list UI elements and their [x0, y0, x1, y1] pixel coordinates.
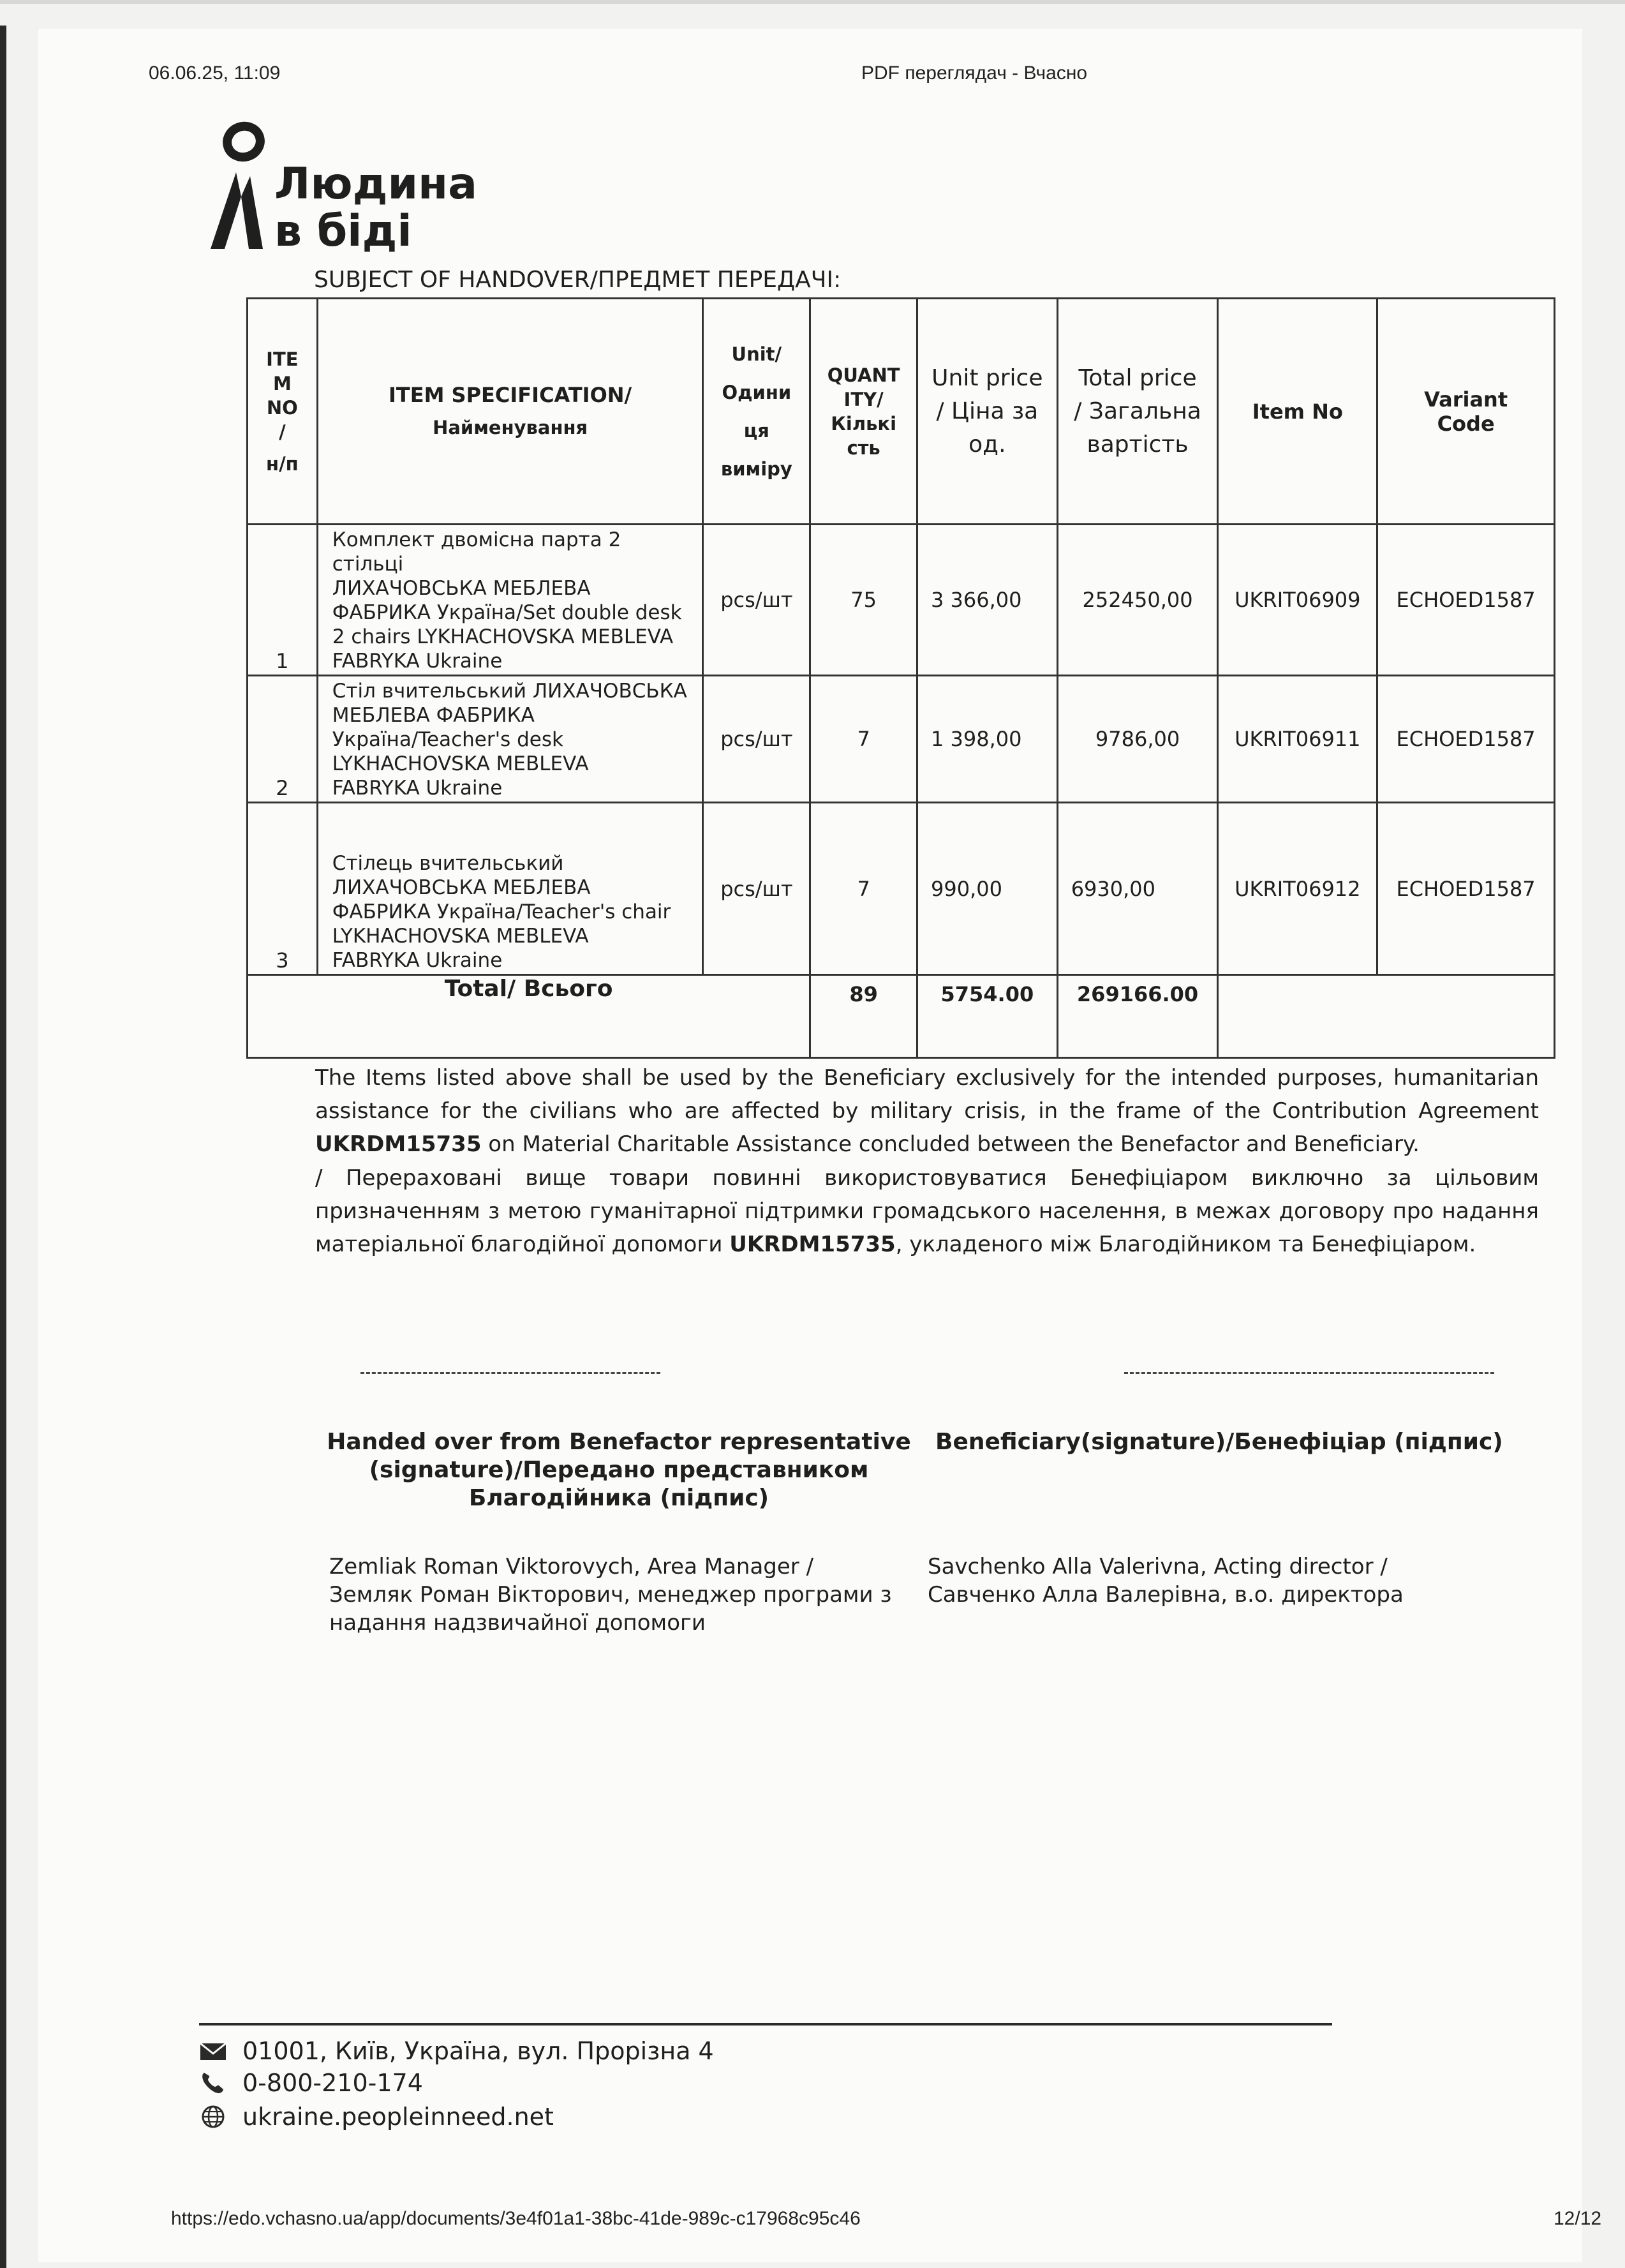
row-quantity: 7: [810, 803, 917, 975]
phone-icon: [199, 2070, 227, 2096]
agreement-number: UKRDM15735: [729, 1232, 896, 1257]
header-quantity: QUANT ITY/ Кількі сть: [810, 299, 917, 525]
signature-line-benefactor: [360, 1372, 660, 1374]
row-total-price: 6930,00: [1057, 803, 1218, 975]
contact-website[interactable]: ukraine.peopleinneed.net: [199, 2103, 554, 2131]
usage-terms-english: The Items listed above shall be used by the Beneficiary exclusively for the intended purposes, humanitarian assistance for the civilians who are affected by military crisis, in the frame of the Contribution Agreement UKRDM15735 on Material Charitable Assistance concluded between the Benefactor and Beneficiary.: [315, 1065, 1539, 1157]
table-row: [248, 525, 1555, 676]
row-item-code: UKRIT06909: [1218, 525, 1377, 676]
person-logo-icon: [191, 121, 274, 262]
row-total-price: 9786,00: [1057, 676, 1218, 803]
beneficiary-representative-name: Savchenko Alla Valerivna, Acting director / Савченко Алла Валерівна, в.о. директора: [928, 1554, 1404, 1608]
logo-wordmark: [274, 161, 477, 255]
table-header-row: [248, 299, 1555, 525]
header-total-price: Total price / Загальна вартість: [1057, 299, 1218, 525]
total-empty-cell: [1218, 975, 1555, 1058]
row-description: Комплект двомісна парта 2 стільці ЛИХАЧОВСЬКА МЕБЛЕВА ФАБРИКА Україна/Set double desk 2 chairs LYKHACHOVSKA MEBLEVA FABRYKA Ukraine: [317, 525, 703, 676]
items-table: [246, 297, 1555, 1059]
table-row: [248, 676, 1555, 803]
contact-address: 01001, Київ, Україна, вул. Прорізна 4: [199, 2037, 714, 2065]
organization-logo: [191, 121, 478, 268]
row-variant-code: ECHOED1587: [1377, 676, 1555, 803]
print-page-number: 12/12: [1554, 2208, 1602, 2229]
total-price: 269166.00: [1057, 975, 1218, 1058]
header-item-code: Item No: [1218, 299, 1377, 525]
usage-terms-ukrainian: / Перераховані вище товари повинні використовуватися Бенефіціаром виключно за цільовим призначенням з метою гуманітарної підтримки громадського населення, в межах договору про надання матеріальної благодійної допомоги UKRDM15735, укладеного між Благодійником та Бенефіціаром.: [315, 1165, 1539, 1257]
scan-edge-left: [0, 26, 6, 2268]
row-item-code: UKRIT06912: [1218, 803, 1377, 975]
row-quantity: 7: [810, 676, 917, 803]
row-item-code: UKRIT06911: [1218, 676, 1377, 803]
row-unit-price: 1 398,00: [917, 676, 1058, 803]
benefactor-signature-caption: Handed over from Benefactor representative (signature)/Передано представником Благодійника (підпис): [327, 1429, 911, 1511]
row-description: Стілець вчительський ЛИХАЧОВСЬКА МЕБЛЕВА ФАБРИКА Україна/Teacher's chair LYKHACHOVSKA MEBLEVA FABRYKA Ukraine: [317, 803, 703, 975]
section-title: SUBJECT OF HANDOVER/ПРЕДМЕТ ПЕРЕДАЧІ:: [314, 267, 842, 293]
row-quantity: 75: [810, 525, 917, 676]
print-datetime: 06.06.25, 11:09: [149, 63, 281, 84]
print-document-url: https://edo.vchasno.ua/app/documents/3e4f01a1-38bc-41de-989c-c17968c95c46: [171, 2208, 861, 2229]
table-row: [248, 803, 1555, 975]
envelope-icon: [199, 2038, 227, 2064]
header-item-specification: ITEM SPECIFICATION/ Найменування: [317, 299, 703, 525]
row-number: 1: [248, 525, 318, 676]
total-unit-price: 5754.00: [917, 975, 1058, 1058]
benefactor-representative-name: Zemliak Roman Viktorovych, Area Manager / Земляк Роман Вікторович, менеджер програми з надання надзвичайної допомоги: [329, 1554, 892, 1636]
beneficiary-signature-caption: Beneficiary(signature)/Бенефіціар (підпис): [935, 1429, 1503, 1455]
contact-phone: 0-800-210-174: [199, 2069, 423, 2097]
scan-edge-top: [0, 0, 1625, 4]
row-unit-price: 3 366,00: [917, 525, 1058, 676]
row-unit: pcs/шт: [703, 803, 810, 975]
header-item-no: ITE M NO / н/п: [248, 299, 318, 525]
row-number: 2: [248, 676, 318, 803]
agreement-number: UKRDM15735: [315, 1131, 482, 1157]
logo-line-1: Людина: [274, 159, 478, 209]
globe-icon: [199, 2104, 227, 2130]
footer-divider: [199, 2023, 1332, 2026]
header-variant-code: Variant Code: [1377, 299, 1555, 525]
row-description: Стіл вчительський ЛИХАЧОВСЬКА МЕБЛЕВА ФАБРИКА Україна/Teacher's desk LYKHACHOVSKA MEBLEVA FABRYKA Ukraine: [317, 676, 703, 803]
header-unit-price: Unit price / Ціна за од.: [917, 299, 1058, 525]
total-label: Total/ Всього: [248, 975, 810, 1058]
row-variant-code: ECHOED1587: [1377, 803, 1555, 975]
row-unit-price: 990,00: [917, 803, 1058, 975]
signature-line-beneficiary: [1124, 1372, 1494, 1374]
row-total-price: 252450,00: [1057, 525, 1218, 676]
header-unit: Unit/ Одини ця виміру: [703, 299, 810, 525]
print-viewer-title: PDF переглядач - Вчасно: [861, 63, 1088, 84]
table-total-row: [248, 975, 1555, 1058]
row-unit: pcs/шт: [703, 525, 810, 676]
logo-line-2: в біді: [274, 206, 412, 257]
row-number: 3: [248, 803, 318, 975]
row-variant-code: ECHOED1587: [1377, 525, 1555, 676]
row-unit: pcs/шт: [703, 676, 810, 803]
total-quantity: 89: [810, 975, 917, 1058]
